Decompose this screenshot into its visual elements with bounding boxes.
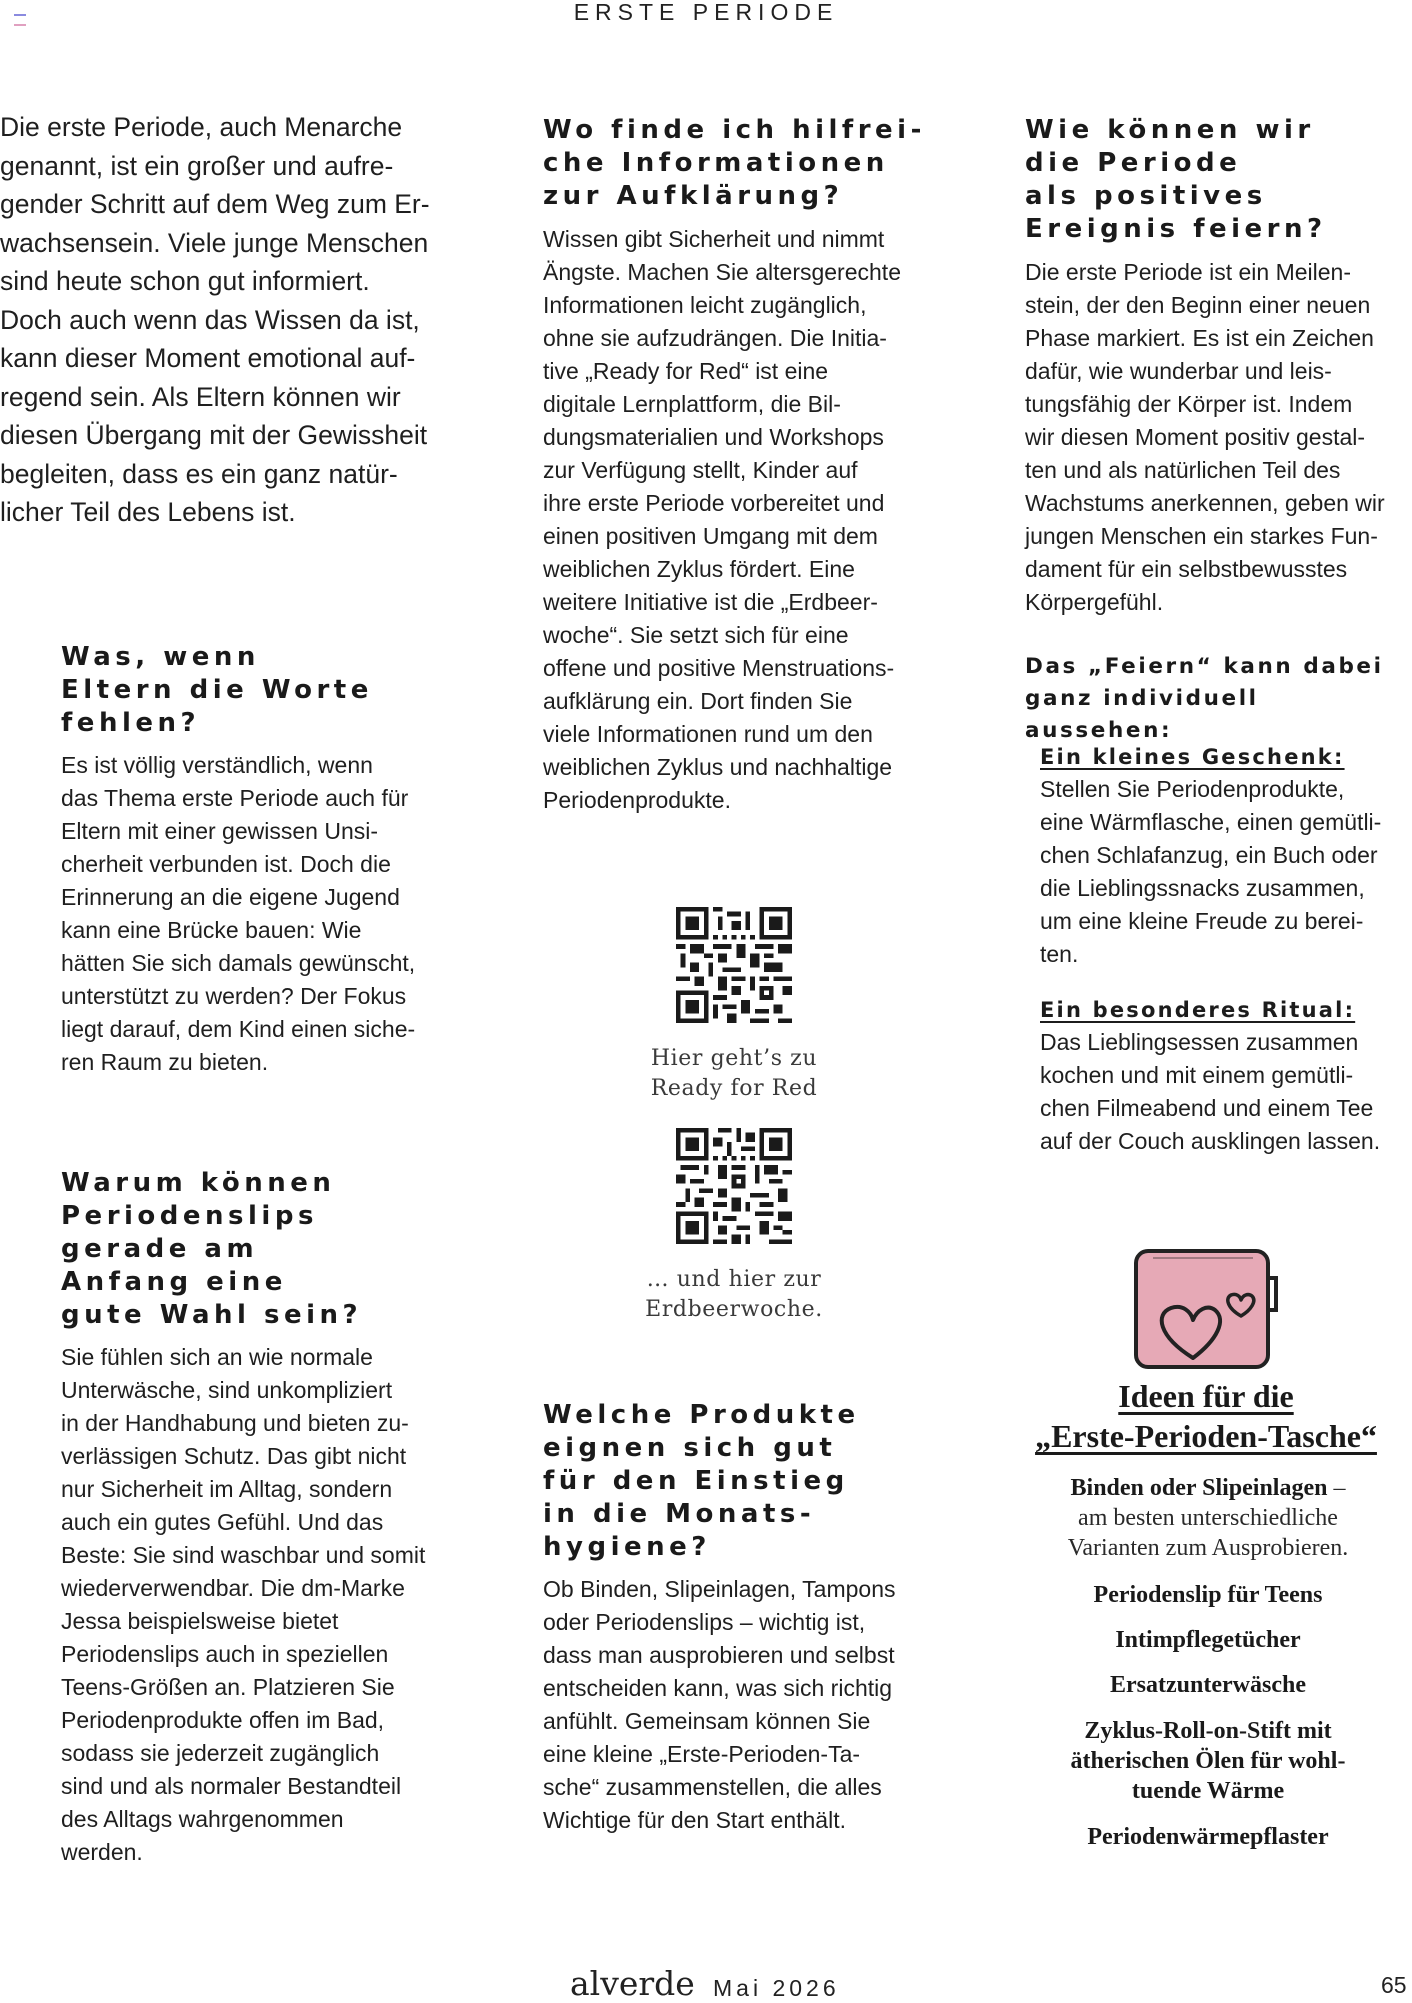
magazine-logo: alverde [570,1964,695,2003]
bag-item-wipes-label: Intimpflegetücher [1115,1627,1301,1653]
bag-item-heat-patch-label: Periodenwärmepflaster [1087,1824,1329,1850]
idea-text-ritual: Das Lieblingsessen zusammen kochen und mit einem gemütli- chen Filmeabend und einem Tee auf der Couch ausklingen lassen. [1040,1029,1381,1154]
bag-item-pads-bold: Binden oder Slipeinlagen [1070,1475,1328,1501]
page-number: 65 [1381,1972,1407,1998]
caption-erdbeerwoche: … und hier zur Erdbeerwoche. [645,1267,823,1322]
idea-title-ritual: Ein besonderes Ritual: [1040,998,1356,1022]
bag-item-heat-patch [1020,1822,1396,1852]
idea-text-gift: Stellen Sie Periodenprodukte, eine Wärmflasche, einen gemütli- chen Schlafanzug, ein Buch oder die Lieblingssnacks zusammen, um eine kleine Freude zu berei- ten. [1040,776,1382,967]
bag-item-roll-on-label: Zyklus-Roll-on-Stift mit ätherischen Ölen für wohl- tuende Wärme [1070,1718,1346,1804]
bag-item-roll-on [1020,1716,1396,1806]
bag-item-underwear-label: Ersatzunterwäsche [1110,1672,1306,1698]
heading-products: Welche Produkte eignen sich gut für den Einstieg in die Monats- hygiene? [543,1400,860,1562]
body-information: Wissen gibt Sicherheit und nimmt Ängste. Machen Sie altersgerechte Informationen leicht zugänglich, ohne sie aufzudrängen. Die Initia- tive „Ready for Red“ ist eine digitale Lernplattform, die Bil- dungsmaterialien und Workshops zur Verfügung stellt, Kinder auf ihre erste Periode vorbereitet und einen positiven Umgang mit dem weiblichen Zyklus fördert. Eine weitere Initiative ist die „Erdbeer- woche“. Sie setzt sich für eine offene und positive Menstruations- aufklärung ein. Dort finden Sie viele Informationen rund um den weiblichen Zyklus und nachhaltige Periodenprodukte. [543,226,901,813]
heading-celebrate: Wie können wir die Periode als positives Ereignis feiern? [1025,115,1327,244]
caption-ready-for-red: Hier geht’s zu Ready for Red [650,1046,818,1101]
body-period-slips: Sie fühlen sich an wie normale Unterwäsche, sind unkompliziert in der Handhabung und bieten zu- verlässigen Schutz. Das gibt nicht nur Sicherheit im Alltag, sondern auch ein gutes Gefühl. Und das Beste: Sie sind waschbar und somit wiederverwendbar. Die dm-Marke Jessa beispielsweise bietet Periodenslips auch in speziellen Teens-Größen an. Platzieren Sie Periodenprodukte offen im Bad, sodass sie jederzeit zugänglich sind und als normaler Bestandteil des Alltags wahrgenommen werden. [61,1344,426,1865]
bag-item-underwear [1020,1670,1396,1700]
intro-paragraph: Die erste Periode, auch Menarche genannt, ist ein großer und aufre- gender Schritt auf dem Weg zum Er- wachsensein. Viele junge Menschen sind heute schon gut informiert. Doch auch wenn das Wissen da ist, kann dieser Moment emotional auf- regend sein. Als Eltern können wir diesen Übergang mit der Gewissheit begleiten, dass es ein ganz natür- licher Teil des Lebens ist. [0,112,430,527]
heading-words-missing: Was, wenn Eltern die Worte fehlen? [61,642,373,738]
body-products: Ob Binden, Slipeinlagen, Tampons oder Periodenslips – wichtig ist, dass man ausprobieren und selbst entscheiden kann, was sich richtig anfühlt. Gemeinsam können Sie eine kleine „Erste-Perioden-Ta- sche“ zusammenstellen, die alles Wichtige für den Start enthält. [543,1576,896,1833]
bag-item-wipes [1020,1625,1396,1655]
bag-item-period-slip-label: Periodenslip für Teens [1093,1582,1323,1608]
idea-title-gift: Ein kleines Geschenk: [1040,745,1345,769]
body-celebrate: Die erste Periode ist ein Meilen- stein, der den Beginn einer neuen Phase markiert. Es ist ein Zeichen dafür, wie wunderbar und leis- tungsfähig der Körper ist. Indem wir diesen Moment positiv gestal- ten und als natürlichen Teil des Wachstums anerkennen, geben wir jungen Menschen ein starkes Fun- dament für ein selbstbewusstes Körpergefühl. [1025,259,1385,615]
qr-code-erdbeerwoche[interactable] [676,1128,792,1244]
running-title: ERSTE PERIODE [573,0,839,25]
body-words-missing: Es ist völlig verständlich, wenn das Thema erste Periode auch für Eltern mit einer gewissen Unsi- cherheit verbunden ist. Doch die Erinnerung an die eigene Jugend kann eine Brücke bauen: Wie hätten Sie sich damals gewünscht, unterstützt zu werden? Der Fokus liegt darauf, dem Kind einen siche- ren Raum zu bieten. [61,752,416,1075]
bag-item-pads-note: – am besten unterschiedliche Varianten zum Ausprobieren. [1067,1475,1349,1561]
qr-code-ready-for-red[interactable] [676,907,792,1023]
heading-information: Wo finde ich hilfrei- che Informationen zur Aufklärung? [543,115,926,211]
issue-date: Mai 2026 [713,1975,840,2001]
subheading-celebrate-ideas: Das „Feiern“ kann dabei ganz individuell aussehen: [1025,654,1384,743]
bag-box-title: Ideen für die „Erste-Perioden-Tasche“ [1035,1378,1377,1454]
pouch-with-hearts-icon [1133,1248,1279,1372]
heading-period-slips: Warum können Periodenslips gerade am Anfang eine gute Wahl sein? [61,1168,363,1330]
bag-item-period-slip [1020,1580,1396,1610]
bag-item-pads [1020,1473,1396,1563]
